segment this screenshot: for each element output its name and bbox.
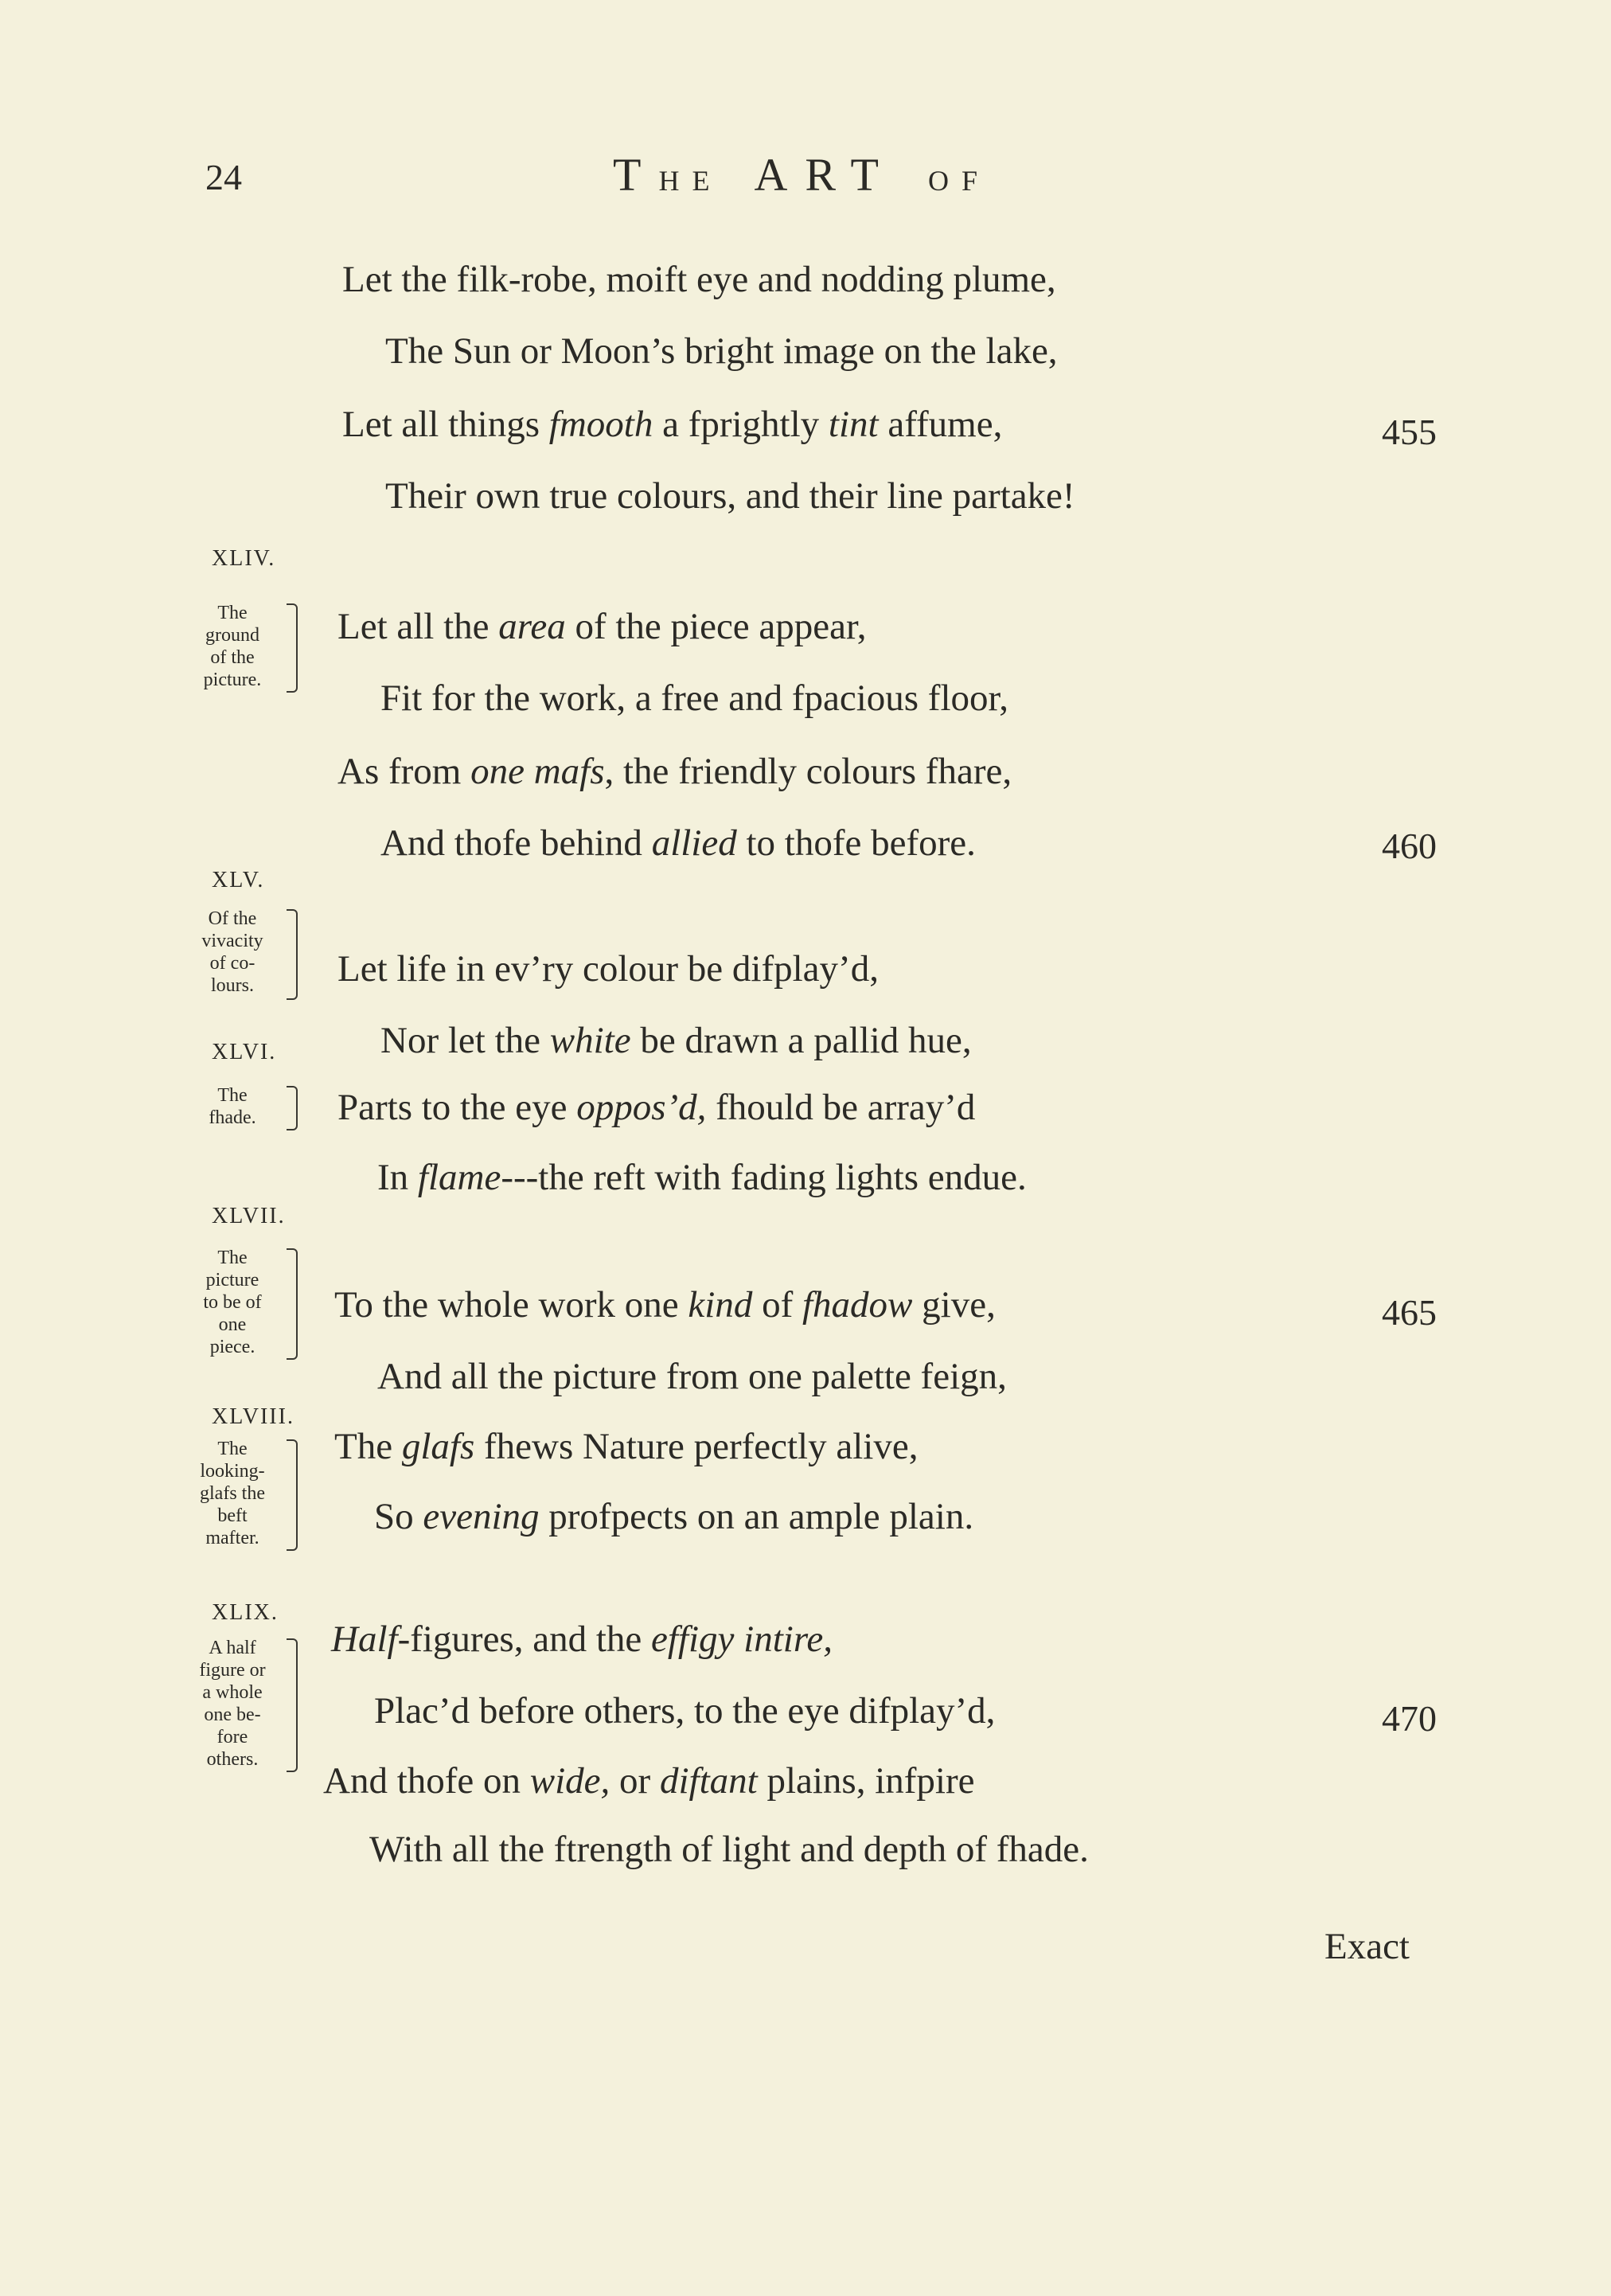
verse-line: Let all the area of the piece appear, [337, 606, 867, 647]
verse-line: Half-figures, and the effigy intire, [331, 1619, 833, 1660]
verse-line: The glafs fhews Nature perfectly alive, [334, 1426, 919, 1467]
line-number: 465 [1382, 1292, 1437, 1333]
verse-line: The Sun or Moon’s bright image on the lake, [385, 330, 1058, 372]
verse-line: Their own true colours, and their line partake! [385, 475, 1075, 517]
verse-line: And all the picture from one palette feign, [377, 1356, 1007, 1397]
margin-gloss: The fhade. [209, 1085, 256, 1128]
margin-gloss: Of the vivacity of co- lours. [201, 908, 263, 996]
margin-gloss: The picture to be of one piece. [203, 1248, 262, 1357]
section-numeral: XLVII. [212, 1204, 286, 1228]
verse-line: Nor let the white be drawn a pallid hue, [380, 1020, 972, 1061]
section-numeral: XLIX. [212, 1600, 279, 1625]
section-numeral: XLV. [212, 868, 265, 892]
verse-line: Let the filk-robe, moift eye and nodding plume, [342, 259, 1056, 300]
running-head-letter: R [805, 149, 851, 201]
section-numeral: XLVIII. [212, 1404, 295, 1429]
verse-line: Let life in ev’ry colour be difplay’d, [337, 948, 879, 990]
running-head-letter: F [961, 165, 990, 197]
section-numeral: XLIV. [212, 546, 276, 571]
running-head-letter: T [850, 149, 896, 201]
line-number: 470 [1382, 1698, 1437, 1739]
brace-icon [287, 1638, 298, 1772]
verse-line: With all the ftrength of light and depth of fhade. [369, 1829, 1089, 1870]
verse-line: And thofe on wide, or diftant plains, infpire [323, 1760, 975, 1802]
running-head-letter: T [613, 149, 659, 201]
catchword: Exact [1324, 1926, 1410, 1967]
margin-gloss: A half figure or a whole one be- fore others. [199, 1638, 266, 1770]
verse-line: In flame---the reft with fading lights endue. [377, 1157, 1027, 1198]
verse-line: Let all things fmooth a fprightly tint affume, [342, 404, 1003, 445]
running-head-letter: H [658, 165, 692, 197]
margin-gloss: The ground of the picture. [203, 603, 262, 690]
line-number: 455 [1382, 412, 1437, 452]
verse-line: Fit for the work, a free and fpacious floor, [380, 677, 1009, 719]
running-head-letter: A [754, 149, 806, 201]
verse-line: And thofe behind allied to thofe before. [380, 822, 976, 864]
running-head-letter: O [927, 165, 962, 197]
line-number: 460 [1382, 826, 1437, 866]
verse-line: Parts to the eye oppos’d, fhould be array’d [337, 1087, 976, 1128]
running-head-letter: E [692, 165, 723, 197]
page-number: 24 [205, 157, 242, 197]
brace-icon [287, 909, 298, 1000]
brace-icon [287, 1439, 298, 1551]
section-numeral: XLVI. [212, 1040, 277, 1064]
verse-line: Plac’d before others, to the eye difplay’d, [374, 1690, 996, 1732]
verse-line: As from one mafs, the friendly colours fhare, [337, 751, 1012, 792]
running-head [613, 148, 1266, 201]
brace-icon [287, 1086, 298, 1130]
brace-icon [287, 603, 298, 693]
margin-gloss: The looking- glafs the beft mafter. [200, 1439, 265, 1548]
brace-icon [287, 1248, 298, 1360]
verse-line: So evening profpects on an ample plain. [374, 1496, 974, 1537]
verse-line: To the whole work one kind of fhadow give, [334, 1284, 996, 1326]
